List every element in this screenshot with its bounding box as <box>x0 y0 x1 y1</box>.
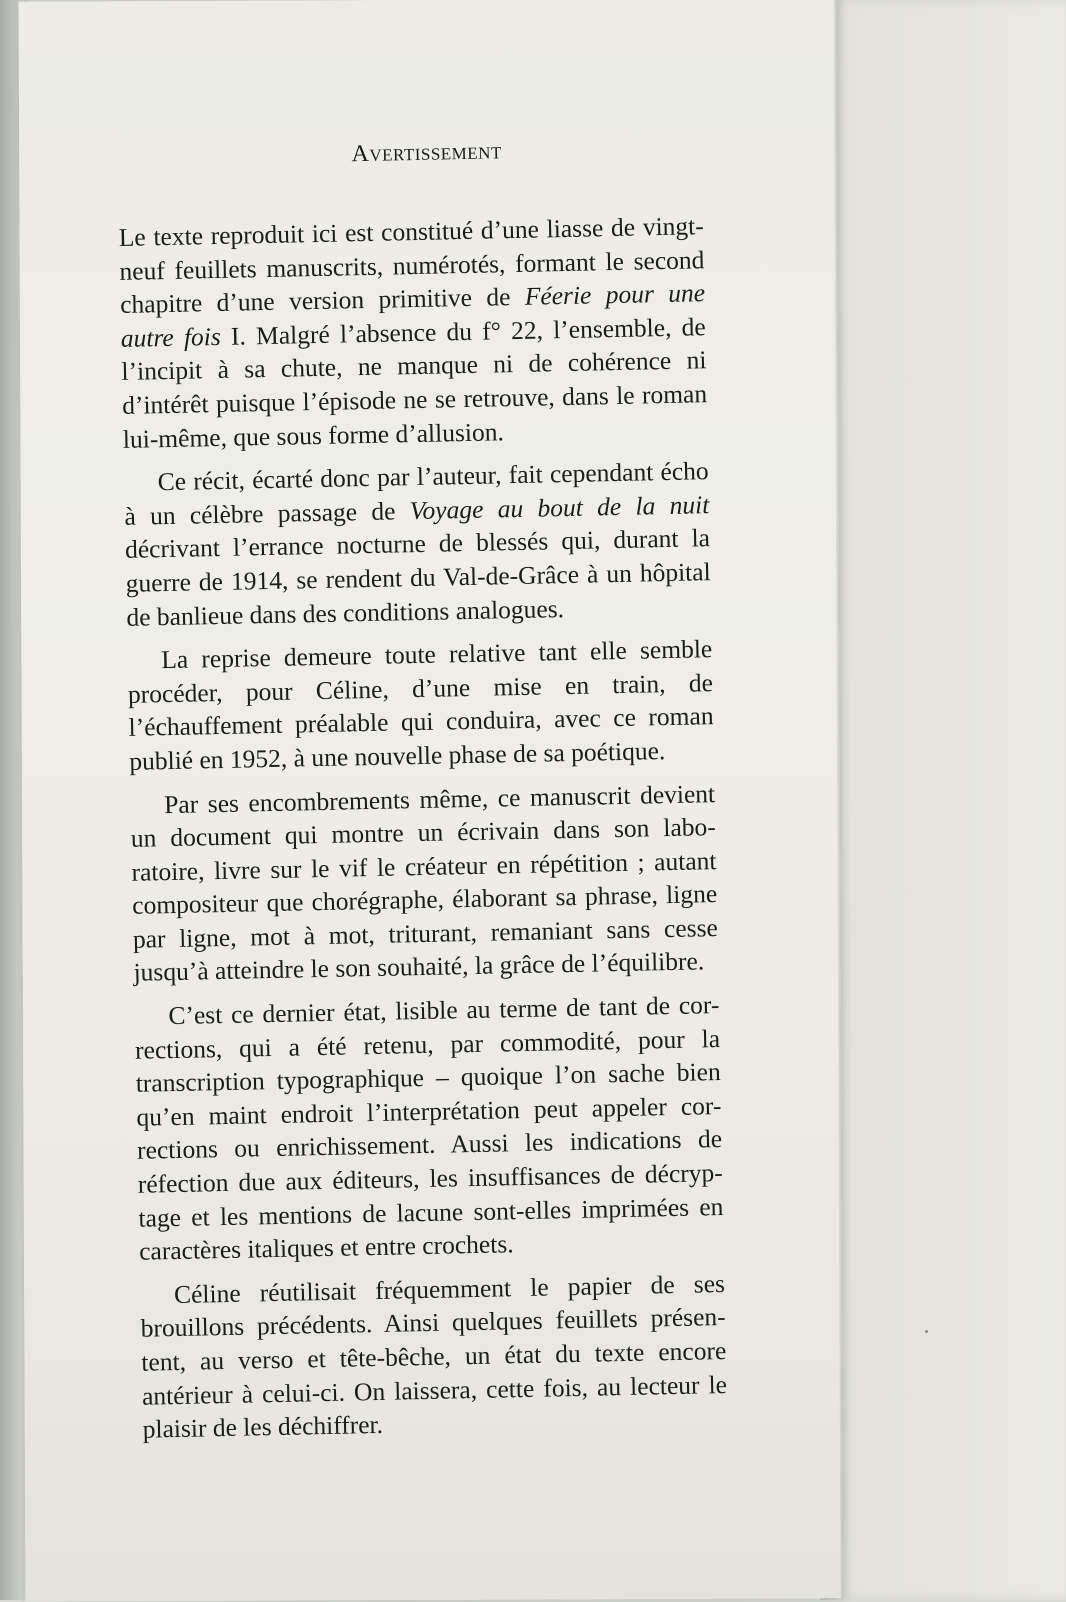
paragraph-4 <box>130 777 719 990</box>
paragraph-2-text-a: Ce récit, écarté donc par l’auteur, fait cependant écho à un célèbre passage de <box>124 456 709 531</box>
paragraph-4-text: Par ses encombrements même, ce manuscrit devient un document qui montre un écrivain dans son labo-ratoire, livre sur le vif le créateur en répétition ; autant compositeur que chorégraphe, élaborant sa phrase, ligne par ligne, mot à mot, triturant, remaniant sans cesse jusqu’à atteindre le son souhaité, la grâce de l’équilibre. <box>130 778 719 988</box>
paragraph-1 <box>118 209 708 456</box>
facing-page <box>820 0 1066 1600</box>
page-content <box>117 134 728 1456</box>
paper-speck <box>925 1330 928 1333</box>
paragraph-6-text: Céline réutilisait fréquemment le papier de ses brouillons précédents. Ainsi quelques feuillets présen-tent, au verso et tête-bêche, un état du texte encore antérieur à celui-ci. On laissera, cette fois, au lecteur le plaisir de les déchiffrer. <box>140 1268 728 1444</box>
paragraph-6 <box>140 1267 728 1447</box>
paragraph-1-text-a: Le texte reproduit ici est constitué d’une liasse de vingt-neuf feuillets manuscrits, numérotés, formant le second chapitre d’une version primitive de <box>118 211 705 320</box>
paragraph-3-text: La reprise demeure toute relative tant elle semble procéder, pour Céline, d’une mise en train, de l’échauffement préalable qui conduira, avec ce roman publié en 1952, à une nouvelle phase de sa poétique. <box>127 634 714 776</box>
paragraph-1-text-b: I. Malgré l’absence du f° 22, l’ensemble, de l’incipit à sa chute, ne manque ni de cohérence ni d’intérêt puisque l’épisode ne se retrouve, dans le roman lui-même, que sous forme d’allusion. <box>121 311 708 454</box>
paragraph-5-text: C’est ce dernier état, lisible au terme de tant de cor-rections, qui a été retenu, par commodité, pour la transcription typographique – quoique l’on sache bien qu’en maint endroit l’interprétation peut appeler cor-rections ou enrichissement. Aussi les indications de réfection due aux éditeurs, les insuffisances de décryp-tage et les mentions de lacune sont-elles imprimées en caractères italiques et entre crochets. <box>134 990 724 1266</box>
paragraph-2-text-b: décrivant l’errance nocturne de blessés qui, durant la guerre de 1914, se rendent du Val-de-Grâce à un hôpital de banlieue dans des conditions analogues. <box>124 523 711 632</box>
book-page <box>19 0 844 1602</box>
paragraph-5 <box>134 988 724 1268</box>
page-title: Avertissement <box>351 138 503 168</box>
paragraph-2 <box>123 454 711 634</box>
paragraph-3 <box>127 632 715 778</box>
paragraph-1-book-title: Féerie pour une autre fois <box>120 278 706 353</box>
paragraph-2-book-title: Voyage au bout de la nuit <box>409 489 710 525</box>
